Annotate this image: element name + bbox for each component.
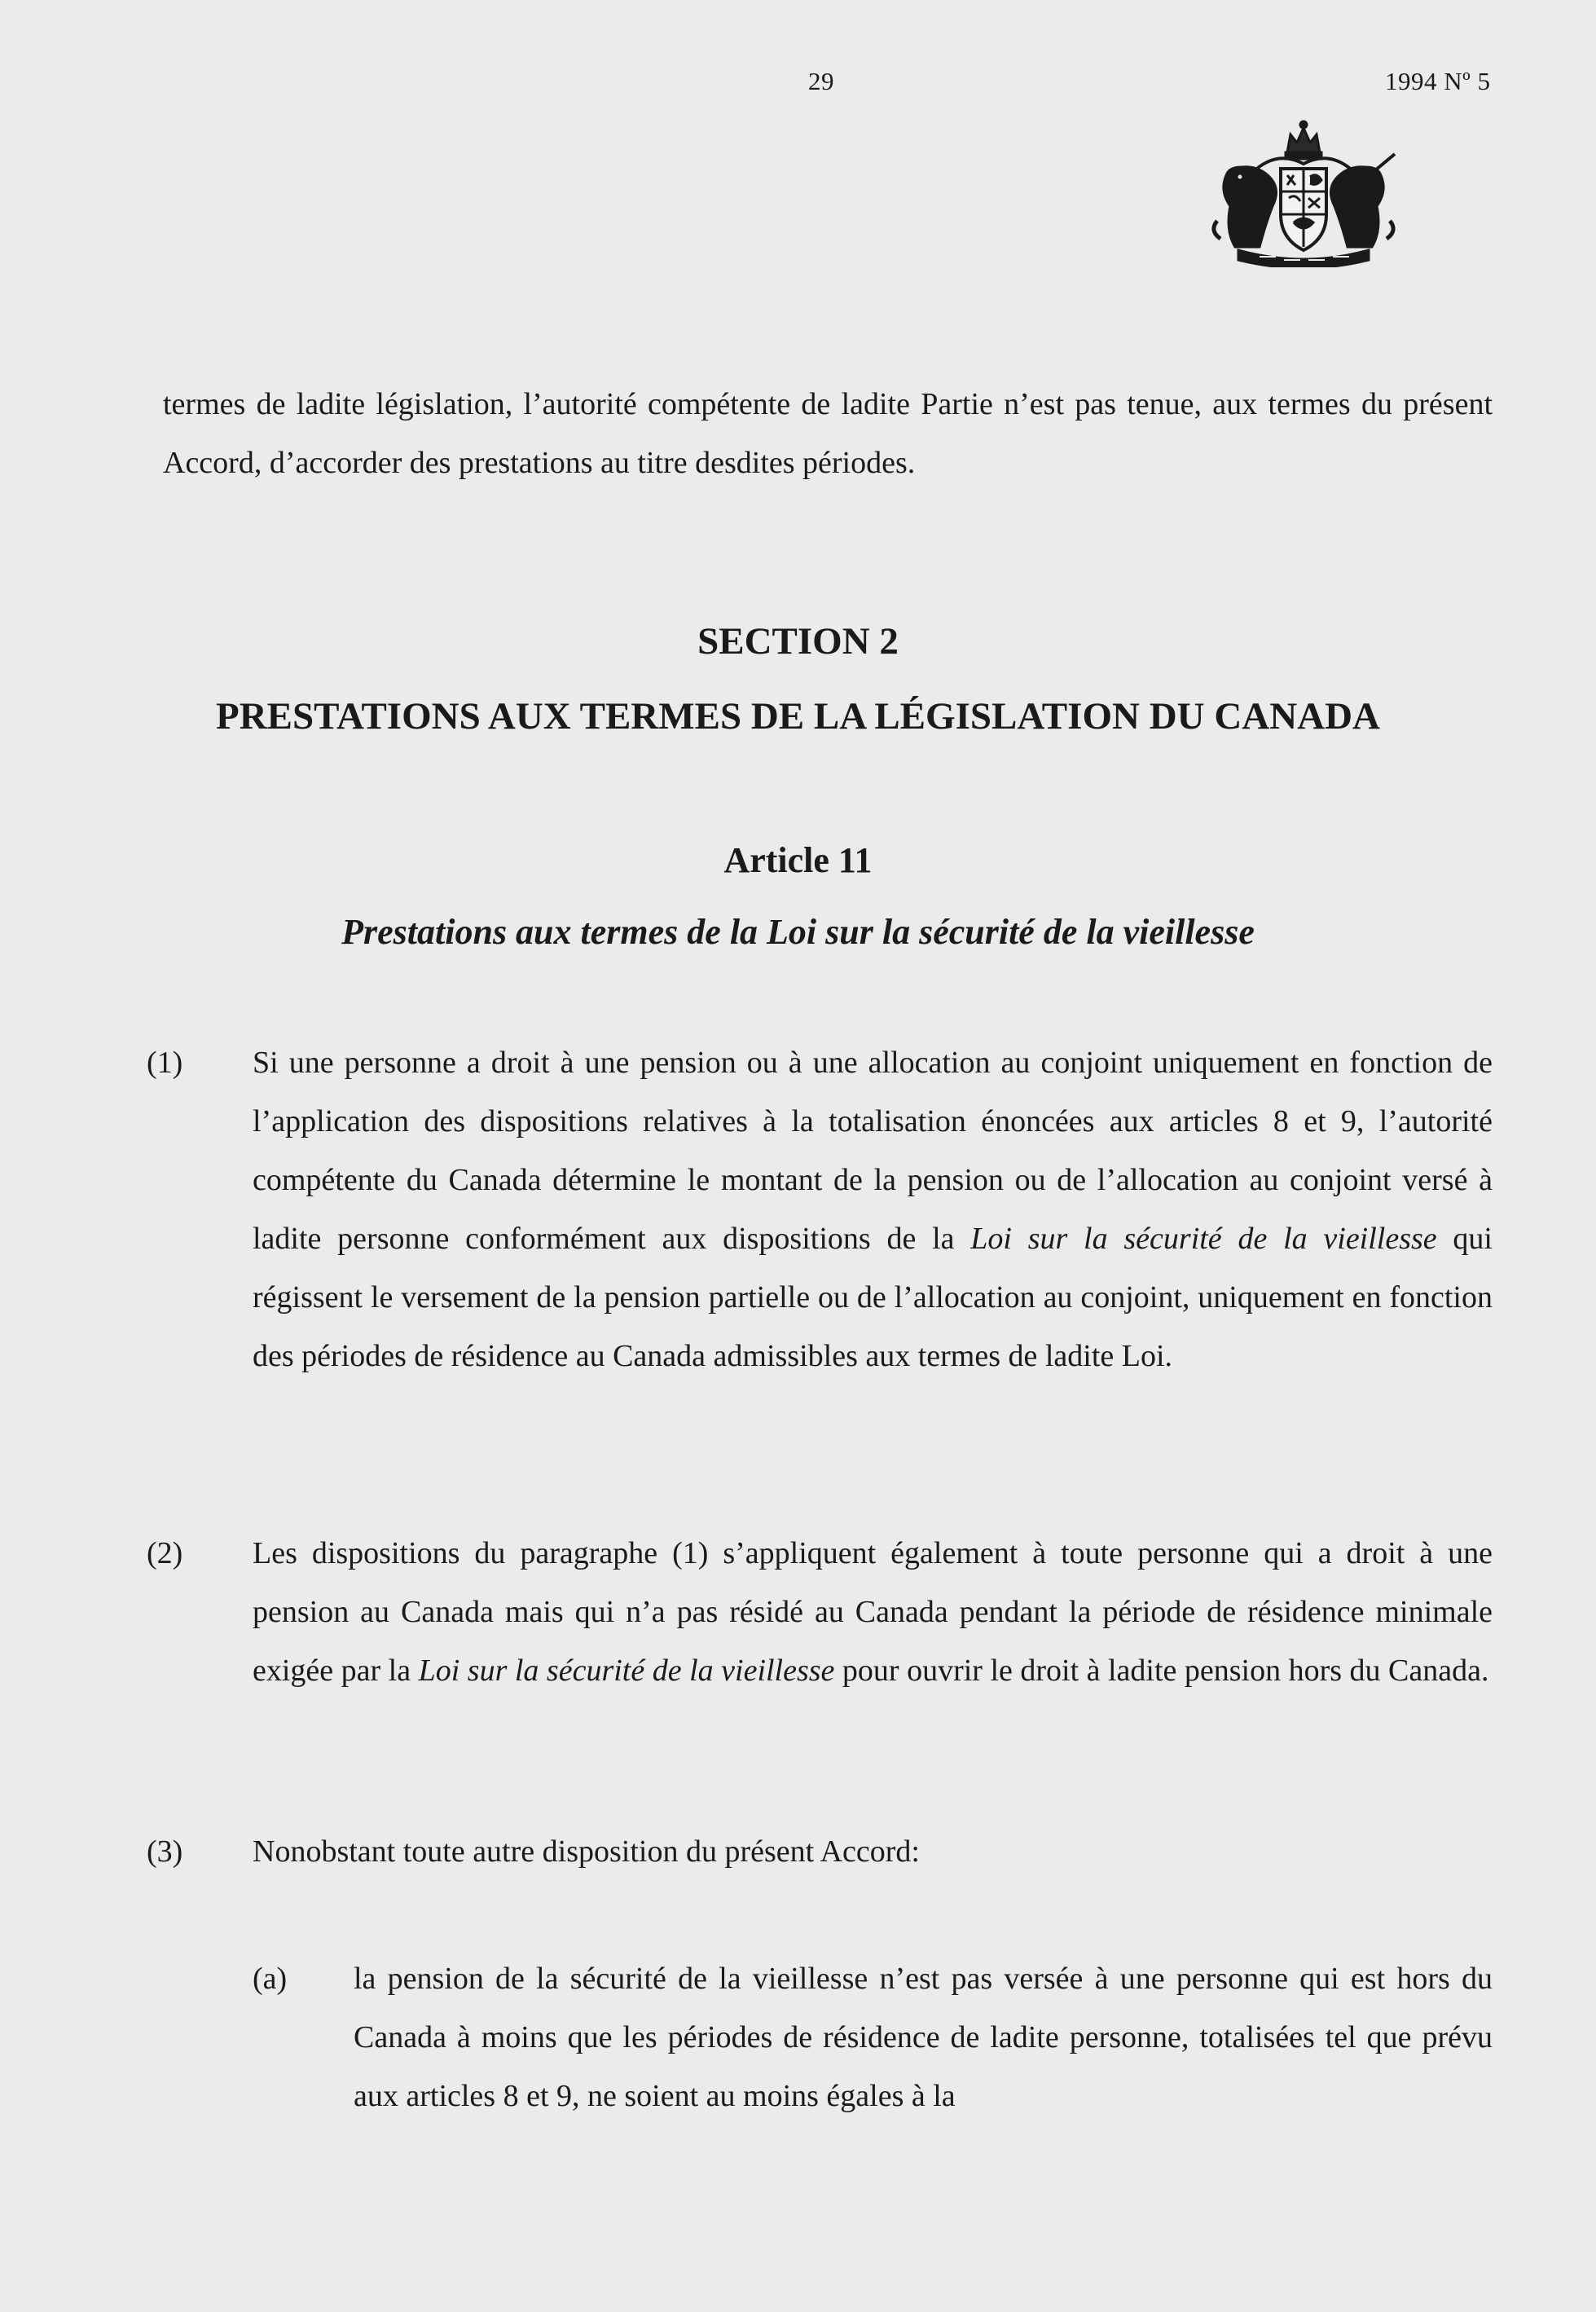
- act-title: Loi sur la sécurité de la vieillesse: [970, 1222, 1437, 1256]
- paragraph-text: Si une personne a droit à une pension ou à une allocation au conjoint uniquement en fonction de l’application des dispositions relatives à la totalisation énoncées aux articles 8 et 9, l’autorité compétente du Canada détermine le montant de la pension ou de l’allocation au conjoint versé à ladite personne conformément aux dispositions de la Loi sur la sécurité de la vieillesse qui régissent le versement de la pension partielle ou de l’allocation au conjoint, uniquement en fonction des périodes de résidence au Canada admissibles aux termes de ladite Loi.: [253, 1046, 1493, 1373]
- paragraph-number: (3): [147, 1834, 183, 1869]
- paragraph-number: (1): [147, 1046, 183, 1080]
- page-number: 29: [808, 67, 834, 95]
- coat-of-arms-icon: [1202, 117, 1405, 267]
- section-number: SECTION 2: [697, 620, 899, 663]
- document-reference: 1994 Nº 5: [1385, 67, 1491, 95]
- subparagraph-text: la pension de la sécurité de la vieillesse n’est pas versée à une personne qui est hors du Canada à moins que les périodes de résidence de ladite personne, totalisées tel que prévu aux articles 8 et 9, ne soient au moins égales à la: [354, 1962, 1493, 2113]
- subparagraph-number: (a): [253, 1962, 288, 1996]
- act-title: Loi sur la sécurité de la vieillesse: [418, 1654, 835, 1688]
- article-title: Prestations aux termes de la Loi sur la sécurité de la vieillesse: [341, 912, 1255, 952]
- intro-paragraph: termes de ladite législation, l’autorité compétente de ladite Partie n’est pas tenue, aux termes du présent Accord, d’accorder des prestations au titre desdites périodes.: [163, 387, 1493, 480]
- article-heading: Article 11: [723, 840, 873, 880]
- paragraph-text: Nonobstant toute autre disposition du présent Accord:: [253, 1834, 920, 1869]
- section-title: PRESTATIONS AUX TERMES DE LA LÉGISLATION DU CANADA: [215, 695, 1380, 738]
- paragraph-text: Les dispositions du paragraphe (1) s’appliquent également à toute personne qui a droit à une pension au Canada mais qui n’a pas résidé au Canada pendant la période de résidence minimale exigée par la Loi sur la sécurité de la vieillesse pour ouvrir le droit à ladite pension hors du Canada.: [253, 1536, 1493, 1688]
- paragraph-number: (2): [147, 1536, 183, 1570]
